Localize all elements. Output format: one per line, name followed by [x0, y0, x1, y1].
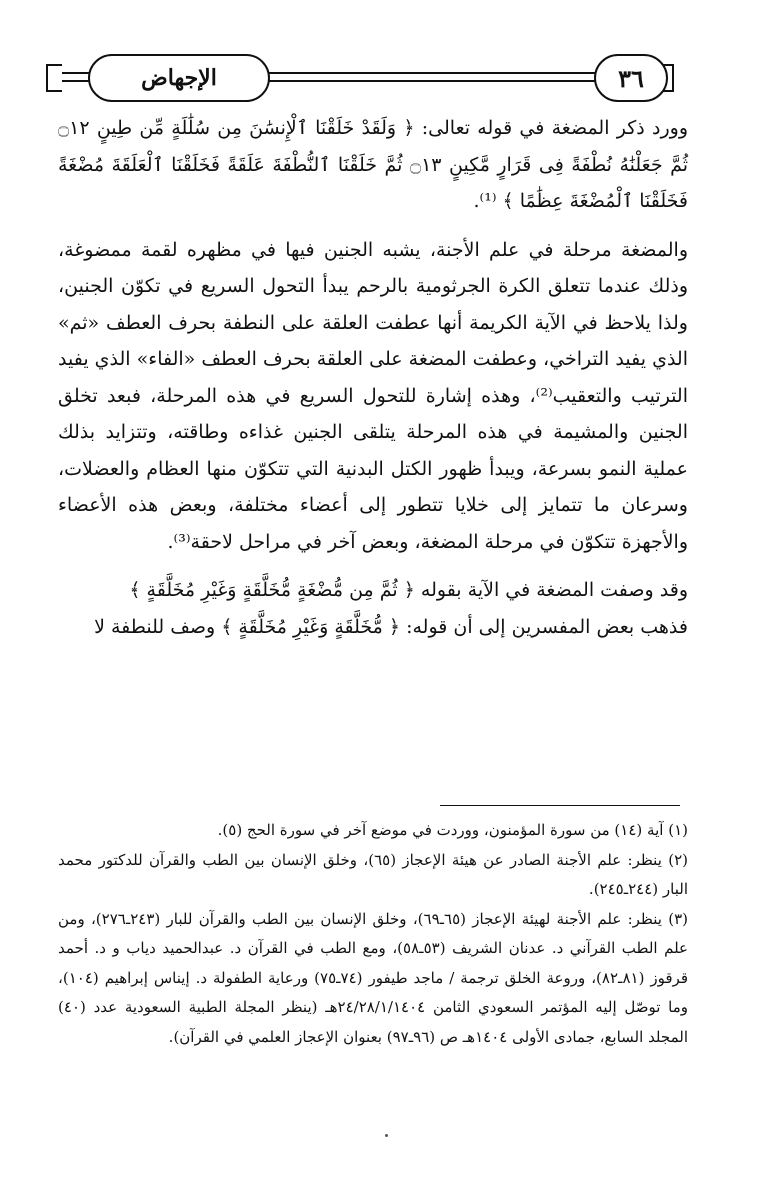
page-number: ٣٦ — [594, 54, 668, 102]
paragraph-explanation: والمضغة مرحلة في علم الأجنة، يشبه الجنين فيها في مظهره لقمة ممضوغة، وذلك عندما تتعلق الكرة الجرثومية بالرحم يبدأ التحول السريع في تكوّن الجنين، ولذا يلاحظ في الآية الكريمة أنها عطفت العلقة على النطفة بحرف العطف «ثم» الذي يفيد التراخي، وعطفت المضغة على العلقة بحرف العطف «الفاء» الذي يفيد الترتيب والتعقيب⁽²⁾، وهذه إشارة للتحول السريع في هذه المرحلة، فبعد تخلق الجنين والمشيمة في هذه المرحلة يتلقى الجنين غذاءه وطاقته، وتتزايد بذلك عملية النمو بسرعة، ويبدأ ظهور الكتل البدنية التي تتكوّن منها العظام والعضلات، وسرعان ما تتمايز إلى خلايا تتطور إلى أعضاء مختلفة، وبعض هذه الأعضاء والأجهزة تتكوّن في مرحلة المضغة، وبعض آخر في مراحل لاحقة⁽³⁾. — [58, 238, 688, 553]
header-bracket-left — [46, 64, 62, 92]
footnote-item — [58, 846, 688, 905]
footnotes — [58, 816, 688, 1052]
footnote-number: (١) — [668, 821, 688, 839]
page-header — [40, 50, 680, 108]
footnote-item — [58, 905, 688, 1053]
footnote-number: (٢) — [668, 850, 688, 869]
footnote-text: ينظر: علم الأجنة لهيئة الإعجاز (٦٥ـ٦٩)، وخلق الإنسان بين الطب والقرآن للبار (٢٤٣ـ٢٧٦)، ومن علم الطب القرآني د. عدنان الشريف (٥٣ـ٥٨)، ومع الطب في القرآن د. عبدالحميد دياب و د. أحمد قرقوز (٨١ـ٨٢)، وروعة الخلق ترجمة / ماجد طيفور (٧٤ـ٧٥) ورعاية الطفولة د. إيناس إبراهيم (١٠٤)، وما توصّل إليه المؤتمر السعودي الثامن ٢٤/٢٨/١/١٤٠٤هـ (ينظر المجلة الطبية السعودية عدد (٤٠) المجلد السابع، جمادى الأولى ١٤٠٤هـ ص (٩٦ـ٩٧) بعنوان الإعجاز العلمي في القرآن). — [58, 909, 688, 1046]
footnote-number: (٣) — [668, 909, 688, 928]
paragraph-verse-description: وقد وصفت المضغة في الآية بقوله ﴿ ثُمَّ مِن مُّضْغَةٍ مُّخَلَّقَةٍ وَغَيْرِ مُخَلَّقَةٍ ﴾ — [129, 579, 688, 601]
footnote-divider — [440, 805, 680, 806]
page-mark — [385, 1134, 388, 1137]
main-text — [58, 110, 688, 645]
paragraph-verse-intro: وورد ذكر المضغة في قوله تعالى: ﴿ وَلَقَدْ خَلَقْنَا ٱلْإِنسَٰنَ مِن سُلَٰلَةٍ مِّن طِينٍ ۝١٢ ثُمَّ جَعَلْنَٰهُ نُطْفَةً فِى قَرَارٍ مَّكِينٍ ۝١٣ ثُمَّ خَلَقْنَا ٱلنُّطْفَةَ عَلَقَةً فَخَلَقْنَا ٱلْعَلَقَةَ مُضْغَةً فَخَلَقْنَا ٱلْمُضْغَةَ عِظَٰمًا ﴾ ⁽¹⁾. — [58, 117, 688, 212]
chapter-title: الإجهاض — [88, 54, 270, 102]
paragraph-interpretation: فذهب بعض المفسرين إلى أن قوله: ﴿ مُّخَلَّقَةٍ وَغَيْرِ مُخَلَّقَةٍ ﴾ وصف للنطفة لا — [94, 615, 688, 638]
footnote-item — [58, 816, 688, 846]
footnote-text: آية (١٤) من سورة المؤمنون، ووردت في موضع آخر في سورة الحج (٥). — [217, 821, 664, 839]
footnote-text: ينظر: علم الأجنة الصادر عن هيئة الإعجاز (٦٥)، وخلق الإنسان بين الطب والقرآن للدكتور محمد البار (٢٤٤ـ٢٤٥). — [58, 850, 688, 898]
